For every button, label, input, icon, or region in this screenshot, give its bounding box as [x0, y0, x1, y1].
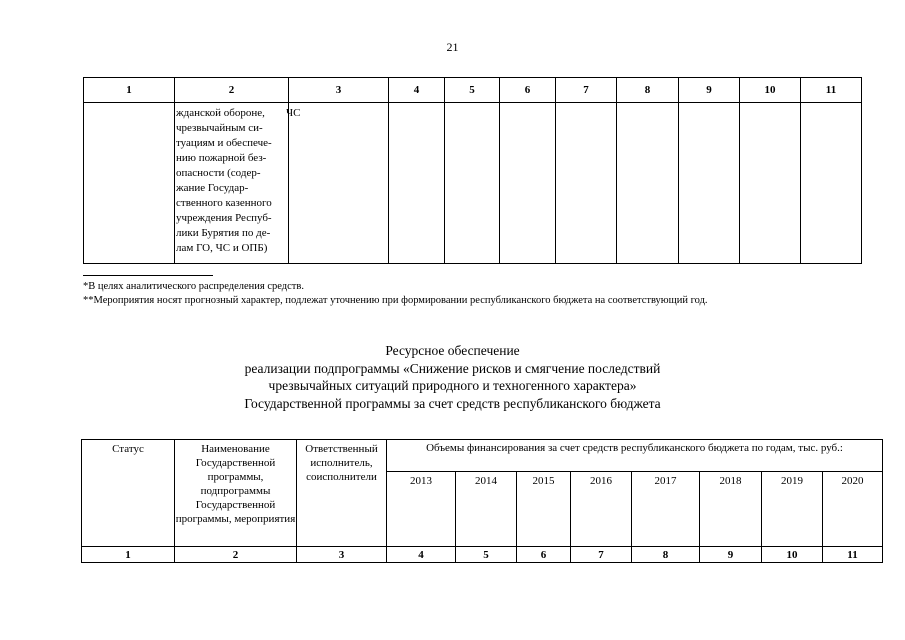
page-number: 21: [446, 40, 459, 54]
header-year: 2019: [762, 472, 823, 547]
year-cell: [556, 103, 617, 264]
program-name-line: лам ГО, ЧС и ОПБ): [176, 242, 268, 254]
program-name-line: туациям и обеспече-: [176, 137, 272, 149]
footnote-divider: [83, 275, 213, 276]
section-title-line: чрезвычайных ситуаций природного и техногенного характера»: [268, 378, 637, 393]
header-year: 2016: [571, 472, 632, 547]
year-cell: [445, 103, 500, 264]
header-year: 2018: [700, 472, 762, 547]
footnote-1: *В целях аналитического распределения средств.: [83, 281, 304, 292]
header-year: 2020: [823, 472, 883, 547]
column-index: 3: [297, 547, 387, 563]
program-name-line: жданской обороне,: [176, 107, 265, 119]
column-index: 4: [387, 547, 456, 563]
header-row: [82, 440, 883, 472]
column-index: 8: [632, 547, 700, 563]
program-name-line: учреждения Респуб-: [176, 212, 272, 224]
header-name: Наименование Государственной программы, подпрограммы Государственной программы, мероприятия: [175, 440, 297, 547]
program-name-line: жание Государ-: [176, 182, 249, 194]
header-year: 2017: [632, 472, 700, 547]
responsible-text: ЧС: [286, 107, 301, 119]
header-funding: Объемы финансирования за счет средств республиканского бюджета по годам, тыс. руб.:: [387, 440, 883, 472]
column-index: 5: [445, 78, 500, 103]
column-index: 7: [556, 78, 617, 103]
column-index: 3: [289, 78, 389, 103]
year-cell: [801, 103, 862, 264]
table-row: [84, 103, 862, 264]
section-title-line: Ресурсное обеспечение: [385, 343, 520, 358]
column-index: 10: [740, 78, 801, 103]
program-name-cell: [175, 103, 289, 264]
program-name-line: нию пожарной без-: [176, 152, 267, 164]
column-index-row: [84, 78, 862, 103]
column-index: 7: [571, 547, 632, 563]
header-status: Статус: [82, 440, 175, 547]
header-year: 2015: [517, 472, 571, 547]
responsible-cell: [286, 103, 389, 264]
year-cell: [617, 103, 679, 264]
header-year: 2013: [387, 472, 456, 547]
program-name-line: ственного казенного: [176, 197, 272, 209]
column-index: 1: [84, 78, 175, 103]
footnote-2: **Мероприятия носят прогнозный характер, подлежат уточнению при формировании республиканского бюджета на соответствующий год.: [83, 295, 708, 306]
column-index: 11: [823, 547, 883, 563]
column-index: 6: [500, 78, 556, 103]
year-cell: [500, 103, 556, 264]
column-index: 2: [175, 547, 297, 563]
continuation-table: [83, 77, 862, 264]
header-year: 2014: [456, 472, 517, 547]
year-cell: [740, 103, 801, 264]
program-name-line: чрезвычайным си-: [176, 122, 263, 134]
column-index: 1: [82, 547, 175, 563]
column-index: 9: [700, 547, 762, 563]
year-cell: [679, 103, 740, 264]
column-index: 10: [762, 547, 823, 563]
column-index: 11: [801, 78, 862, 103]
section-title-line: реализации подпрограммы «Снижение рисков и смягчение последствий: [244, 360, 661, 376]
resource-table: [81, 439, 883, 563]
column-index-row: [82, 547, 883, 563]
status-cell: [84, 103, 175, 264]
program-name-line: опасности (содер-: [176, 167, 261, 179]
year-cell: [389, 103, 445, 264]
column-index: 5: [456, 547, 517, 563]
column-index: 2: [175, 78, 289, 103]
section-title-line: Государственной программы за счет средств республиканского бюджета: [244, 395, 661, 411]
column-index: 8: [617, 78, 679, 103]
program-name-line: лики Бурятия по де-: [176, 227, 271, 239]
section-title: [0, 342, 905, 412]
header-responsible: Ответственный исполнитель, соисполнители: [297, 440, 387, 547]
column-index: 9: [679, 78, 740, 103]
column-index: 4: [389, 78, 445, 103]
column-index: 6: [517, 547, 571, 563]
